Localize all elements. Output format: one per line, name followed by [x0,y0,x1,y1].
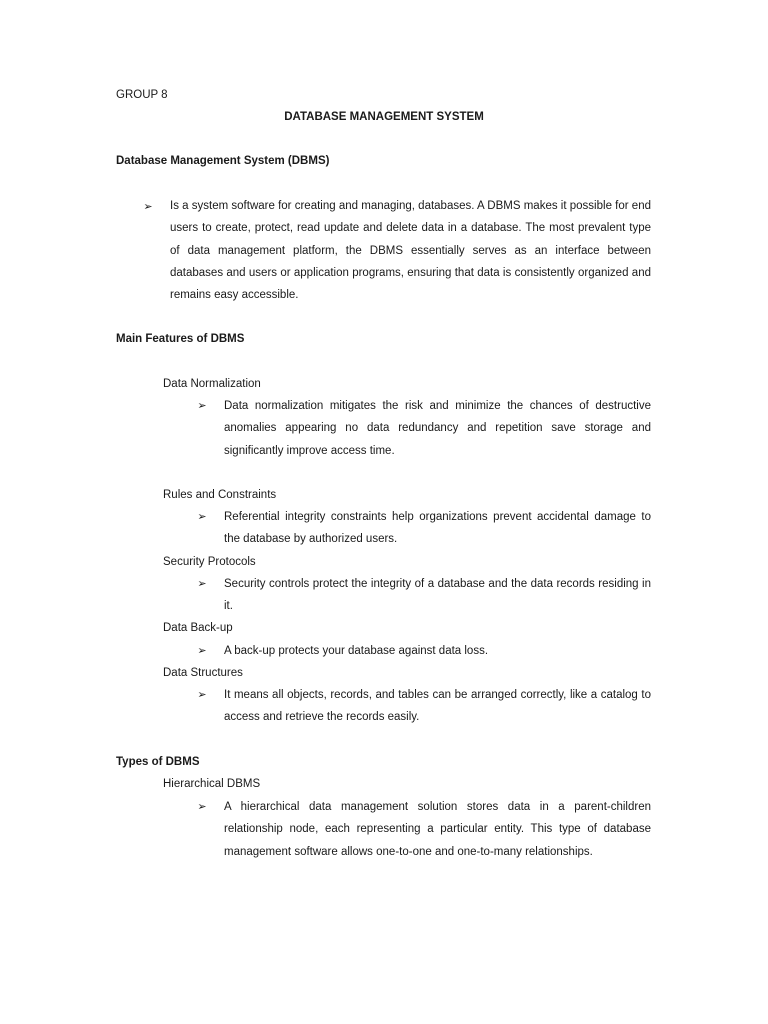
bullet-arrow-icon: ➢ [197,689,207,701]
feature-title: Rules and Constraints [163,489,277,501]
feature-text: Security controls protect the integrity of a database and the data records residing in it. [224,578,651,613]
feature-title: Data Back-up [163,622,233,634]
bullet-arrow-icon: ➢ [197,511,207,523]
feature-text: A back-up protects your database against data loss. [224,645,489,657]
bullet-arrow-icon: ➢ [197,801,207,813]
dbms-definition-text: Is a system software for creating and managing, databases. A DBMS makes it possible for end users to create, protect, read update and delete data in a database. The most prevalent type of data management platform, the DBMS essentially serves as an interface between databases and users or application programs, ensuring that data is consistently organized and remains easy accessible. [170,200,651,302]
feature-title: Data Normalization [163,378,261,390]
feature-text: Referential integrity constraints help organizations prevent accidental damage to the database by authorized users. [224,511,651,546]
section-heading-types: Types of DBMS [116,756,200,768]
group-label: GROUP 8 [116,89,168,101]
feature-title: Data Structures [163,667,243,679]
section-heading-dbms: Database Management System (DBMS) [116,155,330,167]
feature-title: Security Protocols [163,556,256,568]
bullet-arrow-icon: ➢ [197,400,207,412]
section-heading-features: Main Features of DBMS [116,333,245,345]
bullet-arrow-icon: ➢ [197,578,207,590]
type-title: Hierarchical DBMS [163,778,261,790]
bullet-arrow-icon: ➢ [197,645,207,657]
feature-text: Data normalization mitigates the risk and minimize the chances of destructive anomalies appearing no data redundancy and repetition save storage and significantly improve access time. [224,400,651,457]
bullet-arrow-icon: ➢ [143,201,153,213]
document-title: DATABASE MANAGEMENT SYSTEM [284,111,484,123]
type-text: A hierarchical data management solution stores data in a parent-children relationship node, each representing a particular entity. This type of database management software allows one-to-one and one-to-many relationships. [224,801,651,858]
feature-text: It means all objects, records, and tables can be arranged correctly, like a catalog to access and retrieve the records easily. [224,689,651,724]
